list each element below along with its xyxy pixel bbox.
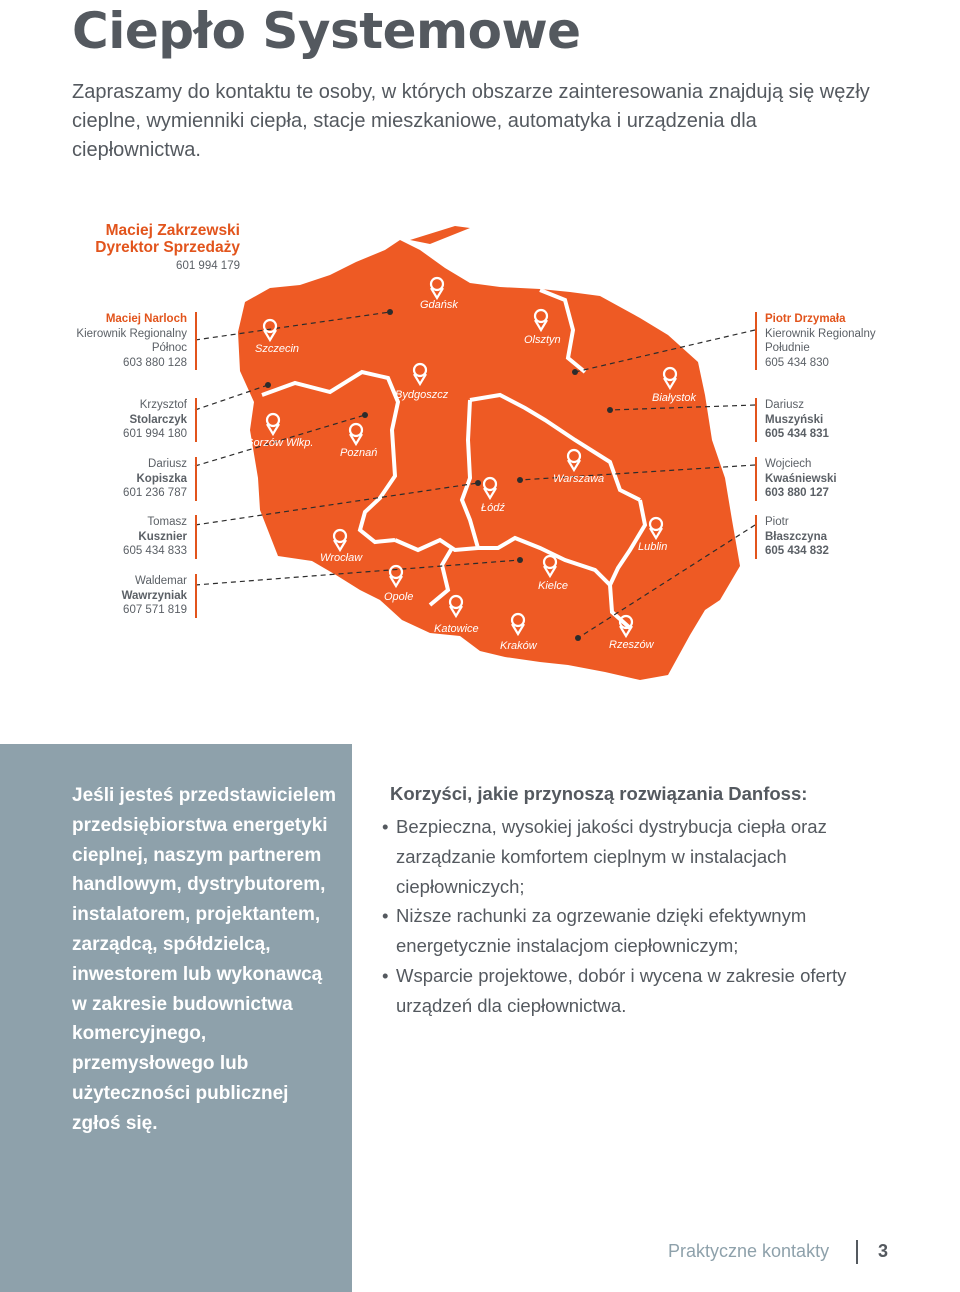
city-kielce: Kielce — [538, 580, 568, 592]
director-phone: 601 994 179 — [176, 260, 240, 272]
contact-last-name: Muszyński — [765, 413, 824, 426]
city-olsztyn: Olsztyn — [524, 334, 561, 346]
contact-role: Kierownik Regionalny — [76, 327, 187, 340]
contact-last-name: Wawrzyniak — [121, 589, 187, 602]
contact-phone: 601 994 180 — [123, 428, 187, 440]
hel-peninsula — [410, 226, 470, 244]
contact-phone: 605 434 833 — [123, 545, 187, 557]
benefits-title: Korzyści, jakie przynoszą rozwiązania Danfoss: — [390, 783, 808, 804]
contact-last-name: Kwaśniewski — [765, 472, 837, 485]
contact-phone: 601 236 787 — [123, 487, 187, 499]
page-number: 3 — [878, 1241, 889, 1261]
city-krakow: Kraków — [500, 640, 537, 652]
city-opole: Opole — [384, 591, 414, 603]
city-warszawa: Warszawa — [553, 473, 605, 485]
left-contact-3 — [40, 515, 197, 559]
city-lublin: Lublin — [638, 541, 668, 553]
city-gdansk: Gdańsk — [420, 299, 458, 311]
contact-first-name: Dariusz — [765, 399, 804, 411]
contact-first-name: Dariusz — [148, 458, 187, 470]
bullet-icon: • — [382, 905, 389, 927]
contact-phone: 605 434 830 — [765, 356, 829, 369]
footer-label: Praktyczne kontakty — [668, 1241, 830, 1261]
contact-phone: 605 434 831 — [765, 428, 829, 440]
city-rzeszow: Rzeszów — [609, 639, 654, 651]
city-szczecin: Szczecin — [255, 343, 300, 355]
contact-phone: 605 434 832 — [765, 545, 829, 557]
contact-region: Północ — [151, 342, 187, 354]
city-wroclaw: Wrocław — [320, 552, 363, 564]
contact-last-name: Kusznier — [138, 530, 187, 543]
contact-first-name: Wojciech — [765, 458, 812, 470]
city-lodz: Łódź — [481, 502, 505, 514]
contact-last-name: Kopiszka — [136, 472, 187, 485]
contact-first-name: Tomasz — [147, 516, 187, 528]
bullet-icon: • — [382, 964, 389, 986]
director-name: Maciej Zakrzewski — [105, 222, 240, 239]
contact-last-name: Błaszczyna — [765, 530, 828, 543]
right-contact-1 — [755, 398, 955, 442]
cta-text: Jeśli jesteś przedstawicielem przedsiębiorstwa energetyki cieplnej, naszym partnerem handlowym, dystrybutorem, instalatorem, projektantem, zarządcą, spółdzielcą, inwestorem lub wykonawcą w zakresie budownictwa komercyjnego, przemysłowego lub użyteczności publicznej zgłoś się. — [72, 785, 337, 1134]
city-bydgoszcz: Bydgoszcz — [395, 389, 449, 401]
contact-region: Południe — [765, 342, 810, 354]
contact-phone: 603 880 128 — [123, 356, 187, 369]
contact-phone: 607 571 819 — [123, 604, 187, 616]
contact-first-name: Waldemar — [135, 575, 187, 587]
south-manager-contact — [755, 312, 955, 370]
left-contact-1 — [40, 398, 197, 442]
director-contact — [80, 222, 240, 275]
contact-first-name: Piotr — [765, 516, 789, 528]
contact-role: Kierownik Regionalny — [765, 327, 876, 340]
page-title: Ciepło Systemowe — [72, 2, 581, 60]
list-item: • Niższe rachunki za ogrzewanie dzięki efektywnym energetycznie instalacjom ciepłowniczym; — [382, 901, 902, 961]
city-poznan: Poznań — [340, 447, 378, 459]
list-item: • Wsparcie projektowe, dobór i wycena w zakresie oferty urządzeń dla ciepłownictwa. — [382, 961, 902, 1021]
poland-shape — [238, 240, 740, 680]
footer-divider — [856, 1240, 858, 1264]
bullet-icon: • — [382, 816, 389, 837]
left-contact-2 — [40, 457, 197, 501]
list-item: • Bezpieczna, wysokiej jakości dystrybucja ciepła oraz zarządzanie komfortem cieplnym w instalacjach ciepłowniczych; — [382, 812, 902, 901]
left-contact-4 — [40, 574, 197, 618]
contact-first-name: Krzysztof — [139, 399, 187, 411]
city-bialystok: Białystok — [652, 392, 697, 404]
contact-name: Piotr Drzymała — [765, 313, 846, 325]
right-contact-3 — [755, 515, 955, 559]
contact-last-name: Stolarczyk — [129, 413, 187, 426]
right-contact-2 — [755, 457, 955, 501]
north-manager-contact — [40, 312, 197, 370]
contact-name: Maciej Narloch — [105, 313, 187, 325]
city-gorzow: Gorzów Wlkp. — [245, 437, 314, 449]
city-katowice: Katowice — [434, 623, 479, 635]
intro-text: Zapraszamy do kontaktu te osoby, w których obszarze zainteresowania znajdują się węzły cieplne, wymienniki ciepła, stacje mieszkaniowe, automatyka i urządzenia dla ciepłownictwa. — [72, 81, 870, 161]
contact-phone: 603 880 127 — [765, 487, 829, 499]
director-role: Dyrektor Sprzedaży — [95, 239, 240, 256]
benefits-list — [382, 812, 902, 1021]
